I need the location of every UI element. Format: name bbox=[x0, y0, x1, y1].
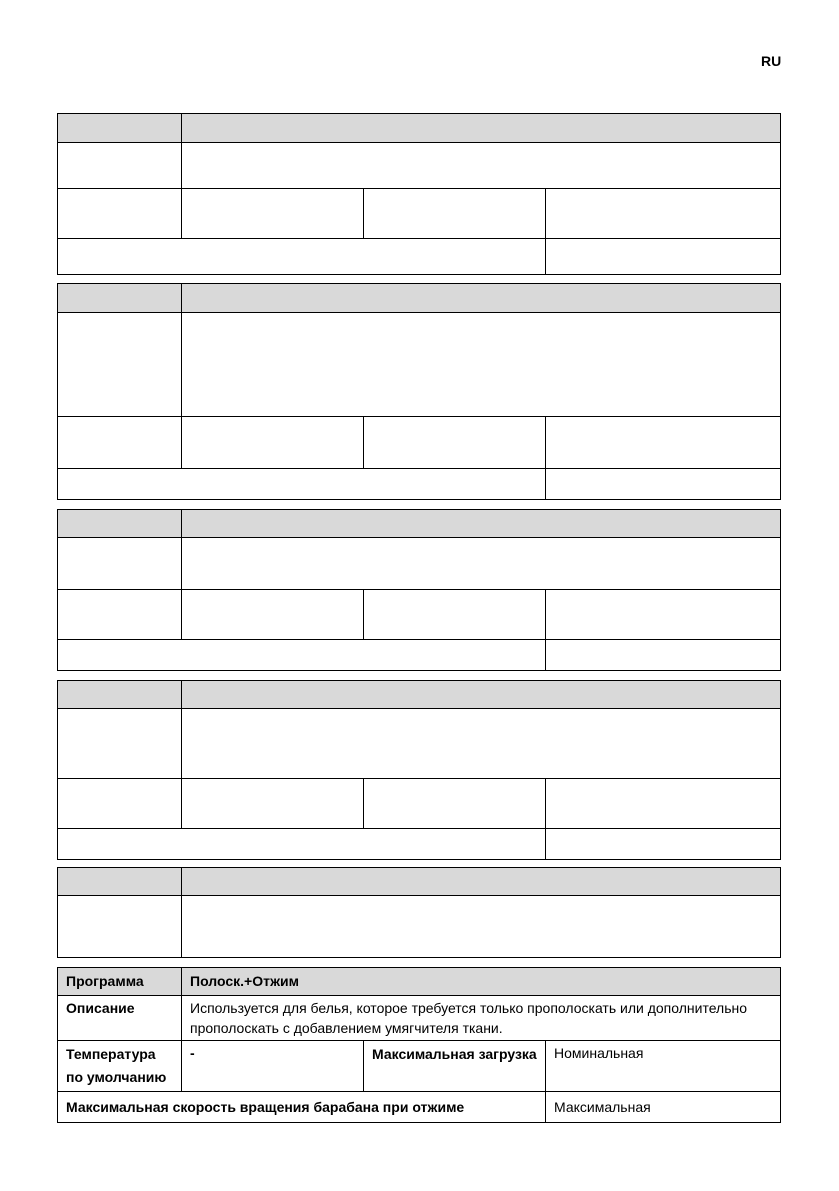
language-code: RU bbox=[761, 53, 782, 69]
description-value: Используется для белья, которое требуется только прополоскать или дополнительно прополоскать с добавлением умягчителя ткани. bbox=[182, 996, 781, 1041]
max-load-value: Номинальная bbox=[546, 1041, 781, 1092]
max-spin-speed-value: Максимальная bbox=[546, 1092, 781, 1123]
program-label: Программа bbox=[58, 968, 182, 996]
description-label: Описание bbox=[58, 996, 182, 1041]
program-table-blank-1 bbox=[57, 113, 781, 275]
program-table-blank-3 bbox=[57, 509, 781, 671]
default-temperature-value: - bbox=[182, 1041, 364, 1092]
program-table-rinse-spin bbox=[57, 967, 781, 1123]
max-spin-speed-label: Максимальная скорость вращения барабана при отжиме bbox=[58, 1092, 546, 1123]
max-load-label: Максимальная загрузка bbox=[364, 1041, 546, 1092]
program-table-blank-2 bbox=[57, 283, 781, 500]
program-table-blank-5 bbox=[57, 867, 781, 958]
program-value: Полоск.+Отжим bbox=[182, 968, 781, 996]
default-temperature-label: Температура по умолчанию bbox=[58, 1041, 182, 1092]
program-table-blank-4 bbox=[57, 680, 781, 860]
